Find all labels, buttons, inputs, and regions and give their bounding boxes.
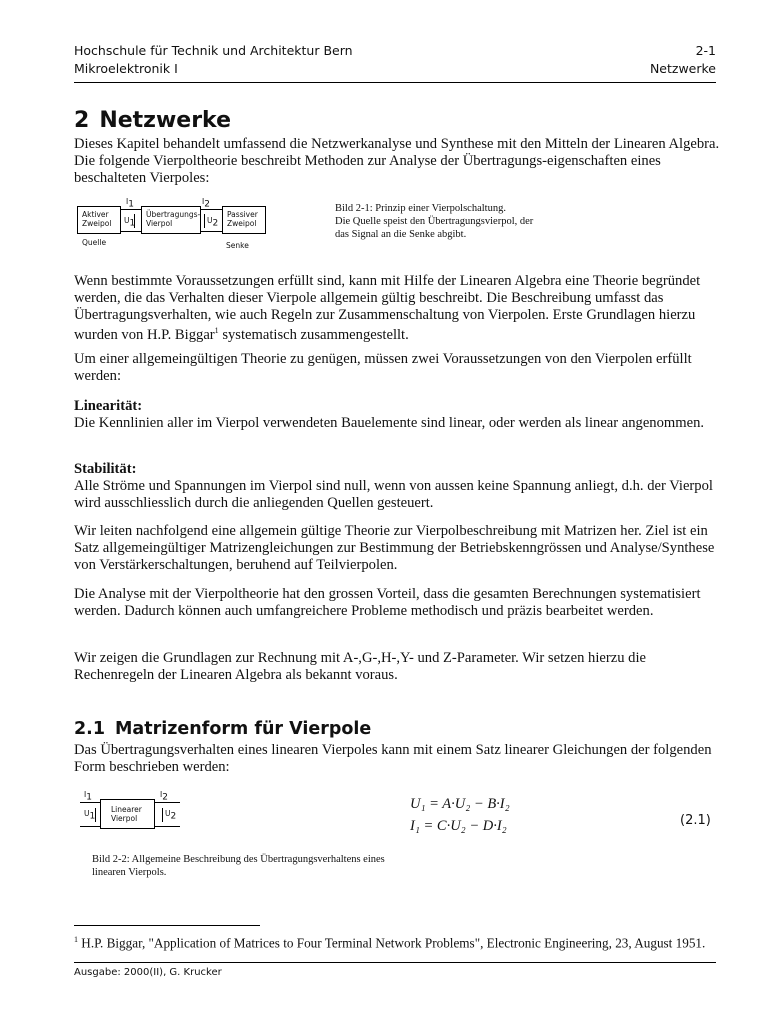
source-box-line1: Aktiver (82, 210, 109, 219)
figure1-caption-line3: das Signal an die Senke abgibt. (335, 229, 467, 240)
footnote-text: H.P. Biggar, "Application of Matrices to Four Terminal Network Problems", Electronic Engineering, 23, August 1951. (78, 935, 706, 951)
stability-text: Alle Ströme und Spannungen im Vierpol sind null, wenn von aussen keine Spannung anliegt, d.h. der Vierpol wird ausschliesslich durch die anliegenden Quellen gesteuert. (74, 477, 713, 511)
paragraph-1-text-b: systematisch zusammengestellt. (218, 327, 409, 344)
arrow-u2 (204, 214, 205, 228)
header-row-2 (74, 61, 716, 76)
header-page-number: 2-1 (695, 43, 716, 58)
sink-box (222, 206, 266, 234)
figure2-caption-line2: linearen Vierpols. (92, 867, 167, 878)
section-number: 2.1 (74, 719, 106, 739)
wire-bottom-right (201, 231, 222, 232)
fig2-wire-bottom-right (155, 826, 180, 827)
figure1-caption-line2: Die Quelle speist den Übertragungsvierpol, der (335, 216, 534, 227)
paragraph-5: Wir zeigen die Grundlagen zur Rechnung mit A-,G-,H-,Y- und Z-Parameter. Wir setzen hierzu die Rechenregeln der Linearen Algebra als bekannt voraus. (74, 650, 646, 683)
fourpole-box (141, 206, 201, 234)
section-title: Matrizenform für Vierpole (115, 719, 372, 739)
figure2-caption (92, 853, 385, 879)
label-i2: $I_2$ (202, 197, 210, 210)
footnote (74, 932, 720, 951)
chapter-intro: Dieses Kapitel behandelt umfassend die Netzwerkanalyse und Synthese mit den Mitteln der Linearen Algebra. Die folgende Vierpoltheorie beschreibt Methoden zur Analyse der Übertragungs-eigenschaften eines beschalteten Vierpoles: (74, 136, 720, 186)
stability-block (74, 461, 720, 511)
linearity-text: Die Kennlinien aller im Vierpol verwendeten Bauelemente sind linear, oder werden als linear angenommen. (74, 414, 705, 431)
paragraph-3: Wir leiten nachfolgend eine allgemein gültige Theorie zur Vierpolbeschreibung mit Matrizen her. Ziel ist ein Satz allgemeingültiger Matrizengleichungen zur Bestimmung der Betriebskenngrössen und Analyse/Synthese von Verstärkerschaltungen, beruhend auf Teilvierpolen. (74, 523, 715, 573)
chapter-title: Netzwerke (99, 108, 232, 133)
source-box (77, 206, 121, 234)
footnote-rule (74, 925, 260, 926)
chapter-number: 2 (74, 108, 90, 133)
figure2-caption-line1: Bild 2-2: Allgemeine Beschreibung des Übertragungsverhaltens eines (92, 854, 385, 865)
paragraph-1 (74, 273, 720, 344)
linear-fourpole-box-line1: Linearer (111, 805, 142, 814)
label-i1: $I_1$ (126, 197, 134, 210)
label-u2: $U_2$ (207, 216, 219, 229)
label-sink: Senke (226, 241, 249, 250)
section-heading (74, 719, 371, 739)
sink-box-line2: Zweipol (227, 219, 257, 228)
fig2-arrow-u2 (162, 808, 163, 822)
linear-fourpole-box-line2: Vierpol (111, 814, 138, 823)
footer-edition: Ausgabe: 2000(II), G. Krucker (74, 967, 222, 978)
stability-title: Stabilität: (74, 461, 137, 477)
fourpole-box-line1: Übertragungs- (146, 210, 201, 219)
sink-box-line1: Passiver (227, 210, 258, 219)
linearity-title: Linearität: (74, 398, 143, 414)
label-u1: $U_1$ (124, 216, 136, 229)
figure-fourpole-circuit (74, 196, 294, 254)
header-row-1 (74, 43, 716, 58)
fourpole-box-line2: Vierpol (146, 219, 173, 228)
fig2-wire-bottom-left (80, 826, 100, 827)
footnote-mark: 1 (74, 935, 78, 944)
footnote-reference: 1 (214, 326, 219, 336)
equation-number: (2.1) (680, 813, 711, 828)
paragraph-4: Die Analyse mit der Vierpoltheorie hat den grossen Vorteil, dass die gesamten Berechnungen systematisiert werden. Dadurch können auch umfangreichere Probleme methodisch und präzis bearbeitet werden. (74, 586, 701, 619)
figure-linear-fourpole (80, 789, 190, 839)
section-intro: Das Übertragungsverhalten eines linearen Vierpoles kann mit einem Satz linearer Gleichungen der folgenden Form beschrieben werden: (74, 742, 712, 775)
paragraph-2: Um einer allgemeingültigen Theorie zu genügen, müssen zwei Voraussetzungen von den Vierpolen erfüllt werden: (74, 351, 692, 384)
label-source: Quelle (82, 238, 107, 247)
fig2-label-i1: $I_1$ (84, 790, 92, 803)
chapter-heading (74, 108, 231, 133)
figure1-caption (335, 202, 533, 241)
header-chapter: Netzwerke (649, 61, 716, 76)
fig2-label-i2: $I_2$ (160, 790, 168, 803)
footer-rule (74, 962, 716, 963)
source-box-line2: Zweipol (82, 219, 112, 228)
fig2-label-u1: $U_1$ (84, 809, 96, 822)
wire-bottom-left (121, 231, 141, 232)
header-institution: Hochschule für Technik und Architektur Bern (74, 43, 353, 58)
paragraph-1-text-a: Wenn bestimmte Voraussetzungen erfüllt sind, kann mit Hilfe der Linearen Algebra eine Theorie begründet werden, die das Verhalten dieser Vierpole allgemein gültig beschreibt. Die Beschreibung umfasst das Übertragungsverhalten, wie auch Regeln zur Zusammenschaltung von Vierpolen. Erste Grundlagen hierzu wurden von H.P. Biggar (74, 273, 701, 344)
header-course: Mikroelektronik I (74, 61, 178, 76)
linearity-block (74, 398, 720, 432)
header-rule (74, 82, 716, 83)
linear-fourpole-box (100, 799, 155, 829)
equation-line-2: I₁ = C·U₂ − D·I₂ (410, 818, 507, 834)
fig2-label-u2: $U_2$ (165, 809, 177, 822)
equation-line-1: U₁ = A·U₂ − B·I₂ (410, 796, 510, 812)
figure1-caption-line1: Bild 2-1: Prinzip einer Vierpolschaltung. (335, 203, 506, 214)
